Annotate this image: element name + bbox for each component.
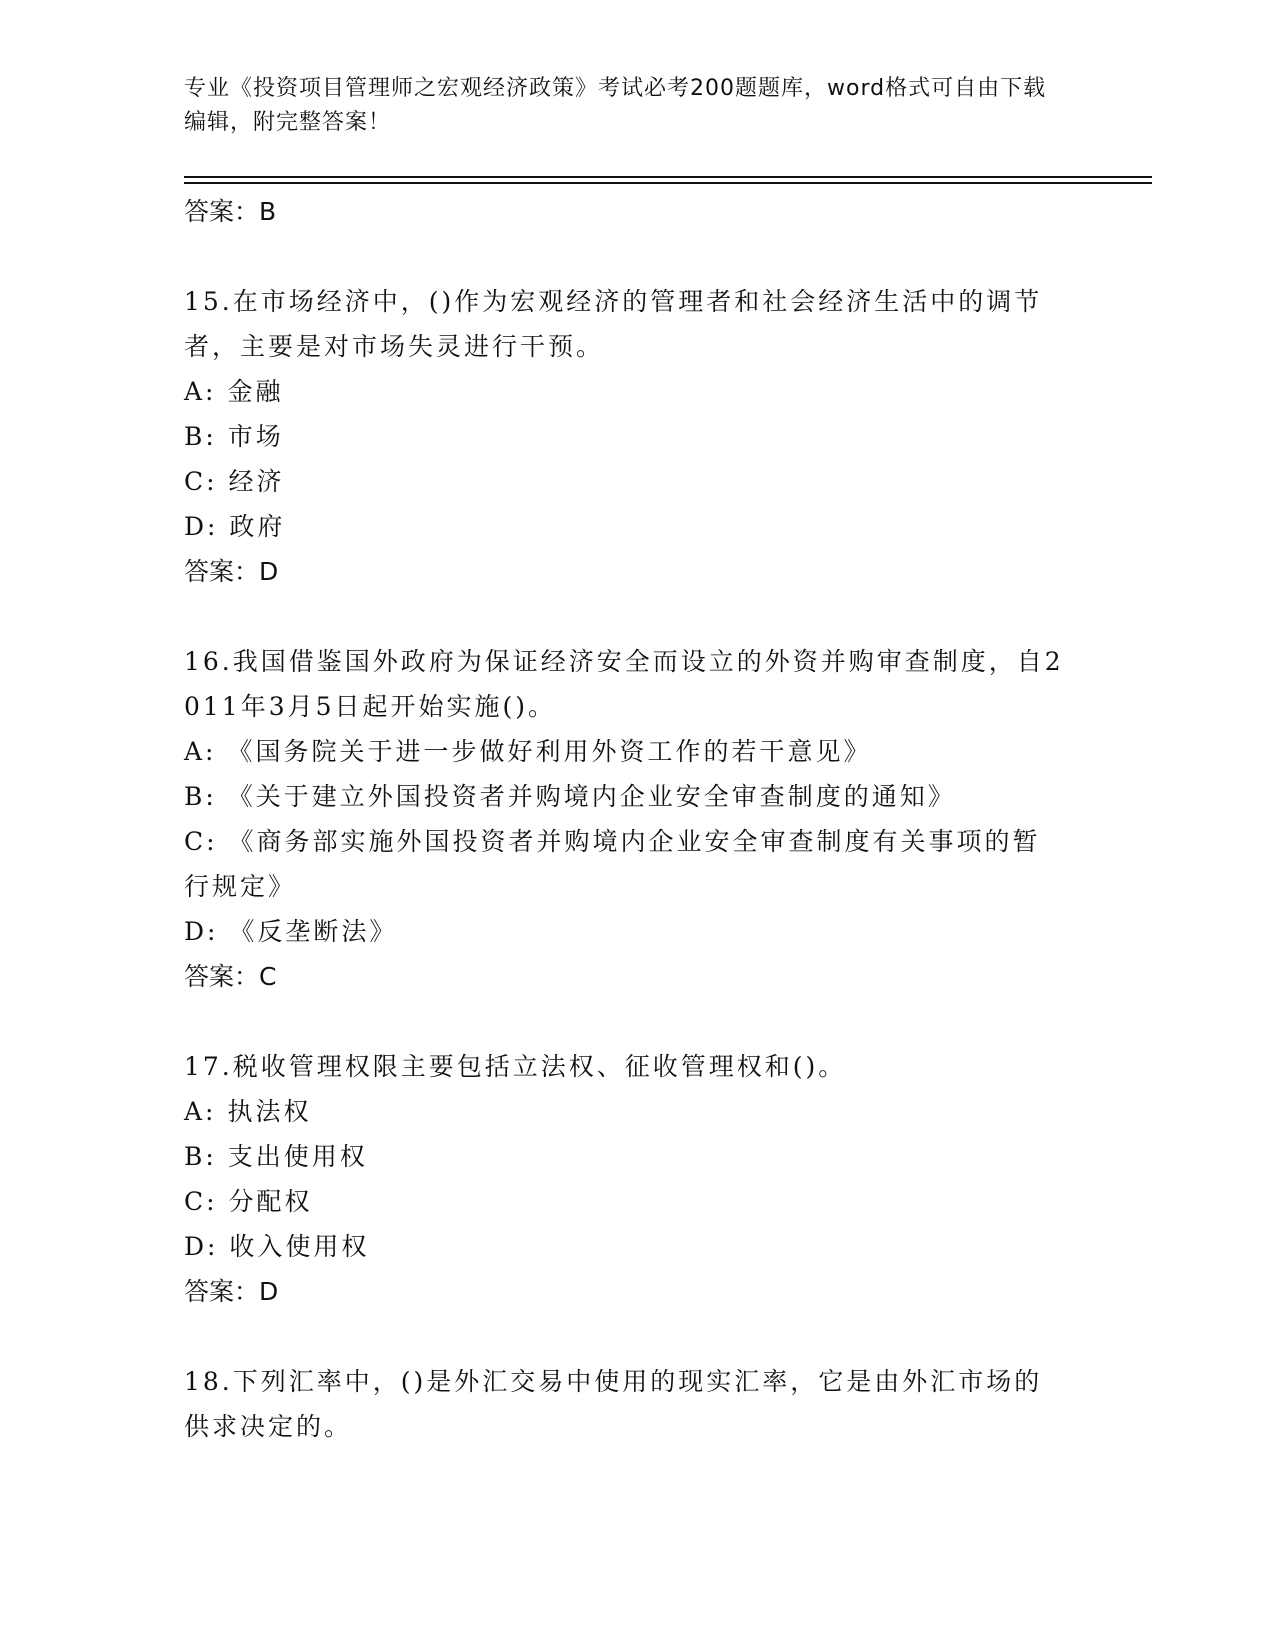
header-rule-bottom <box>184 182 1152 184</box>
question-18 <box>184 1359 1064 1449</box>
option-b <box>184 414 1064 459</box>
answer: 答案：D <box>184 557 279 586</box>
option-key: B: <box>184 422 217 451</box>
option-key: D: <box>184 1232 219 1261</box>
option-text: 市场 <box>227 422 284 451</box>
option-text: 执法权 <box>227 1097 312 1126</box>
option-key: B: <box>184 1142 217 1171</box>
option-c <box>184 819 1064 909</box>
option-b <box>184 774 1064 819</box>
option-text: 《国务院关于进一步做好利用外资工作的若干意见》 <box>227 737 872 766</box>
option-a <box>184 729 1064 774</box>
answer: 答案：C <box>184 962 277 991</box>
option-key: D: <box>184 917 219 946</box>
option-a <box>184 369 1064 414</box>
option-key: C: <box>184 1187 218 1216</box>
question-stem: 15.在市场经济中，()作为宏观经济的管理者和社会经济生活中的调节者，主要是对市场失灵进行干预。 <box>184 287 1043 361</box>
option-key: A: <box>184 737 217 766</box>
option-d <box>184 504 1064 549</box>
option-key: A: <box>184 1097 217 1126</box>
option-key: A: <box>184 377 217 406</box>
question-15 <box>184 279 1064 594</box>
question-stem: 17.税收管理权限主要包括立法权、征收管理权和()。 <box>184 1052 847 1081</box>
option-text: 金融 <box>227 377 284 406</box>
option-key: B: <box>184 782 217 811</box>
previous-answer: 答案：B <box>184 197 277 226</box>
question-stem: 18.下列汇率中，()是外汇交易中使用的现实汇率，它是由外汇市场的供求决定的。 <box>184 1367 1043 1441</box>
option-c <box>184 1179 1064 1224</box>
option-key: C: <box>184 467 218 496</box>
option-c <box>184 459 1064 504</box>
question-16 <box>184 639 1064 999</box>
question-17 <box>184 1044 1064 1314</box>
page-header: 专业《投资项目管理师之宏观经济政策》考试必考200题题库，word格式可自由下载编辑，附完整答案！ <box>184 76 1047 135</box>
option-text: 政府 <box>229 512 286 541</box>
option-text: 分配权 <box>228 1187 313 1216</box>
answer: 答案：D <box>184 1277 279 1306</box>
option-b <box>184 1134 1064 1179</box>
option-d <box>184 909 1064 954</box>
option-a <box>184 1089 1064 1134</box>
option-key: C: <box>184 827 218 856</box>
option-text: 收入使用权 <box>229 1232 370 1261</box>
content <box>184 189 1064 1449</box>
question-stem: 16.我国借鉴国外政府为保证经济安全而设立的外资并购审查制度，自2011年3月5日起开始实施()。 <box>184 647 1064 721</box>
option-text: 经济 <box>228 467 285 496</box>
option-text: 《反垄断法》 <box>229 917 398 946</box>
option-text: 《商务部实施外国投资者并购境内企业安全审查制度有关事项的暂行规定》 <box>184 827 1041 901</box>
option-d <box>184 1224 1064 1269</box>
header-rule-top <box>184 176 1152 178</box>
option-key: D: <box>184 512 219 541</box>
option-text: 支出使用权 <box>227 1142 368 1171</box>
option-text: 《关于建立外国投资者并购境内企业安全审查制度的通知》 <box>227 782 956 811</box>
